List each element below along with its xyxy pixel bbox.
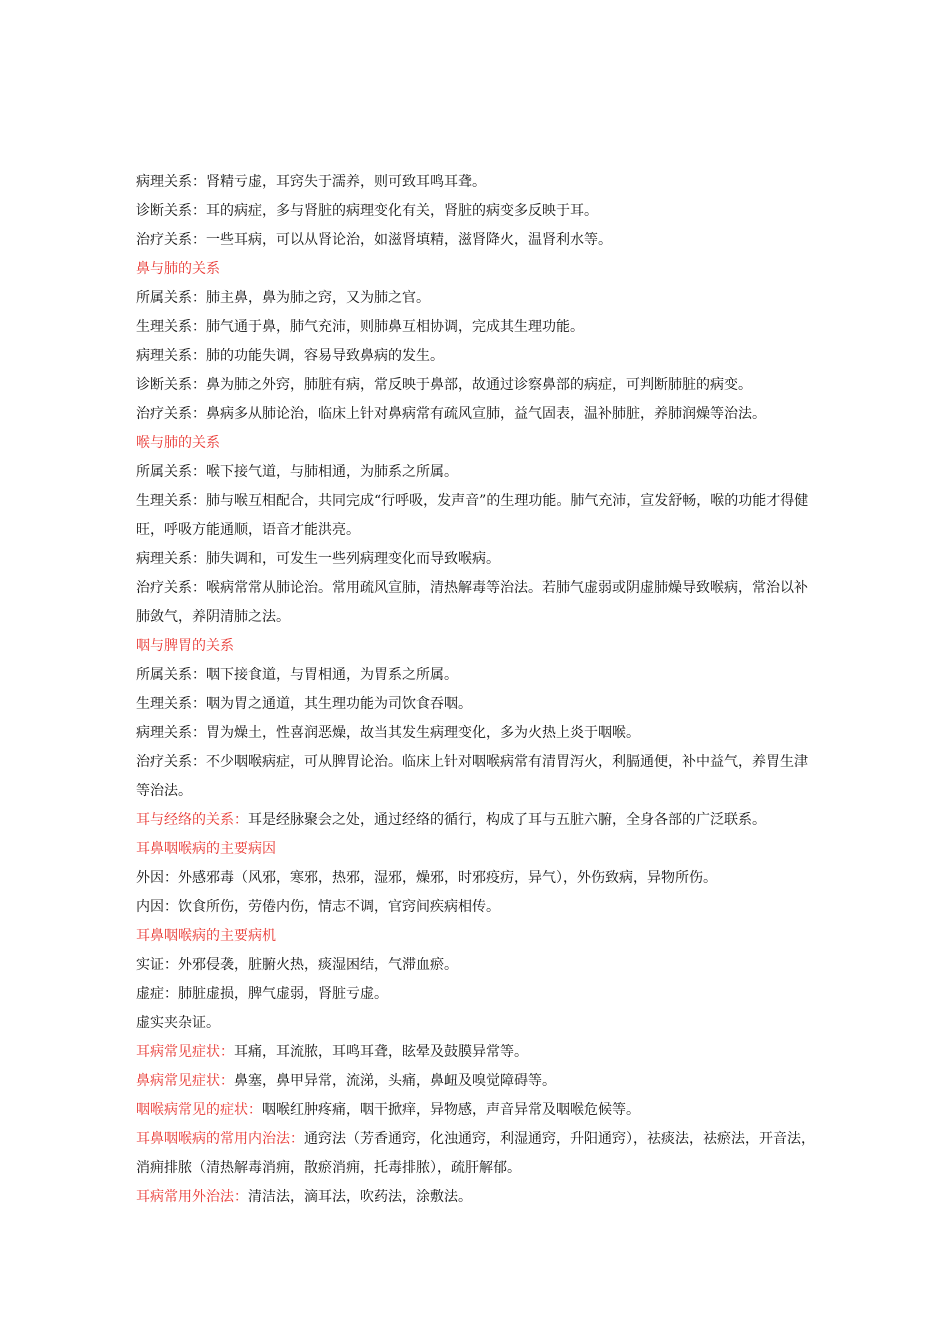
text-line: 病理关系：肾精亏虚，耳窍失于濡养，则可致耳鸣耳聋。 [136,174,486,190]
inline-text: 鼻塞，鼻甲异常，流涕，头痛，鼻衄及嗅觉障碍等。 [234,1073,556,1089]
labeled-line [136,1067,818,1096]
labeled-line [136,1096,818,1125]
text-line: 病理关系：肺失调和，可发生一些列病理变化而导致喉病。 [136,551,500,567]
text-paragraph: 生理关系：肺与喉互相配合，共同完成“行呼吸，发声音”的生理功能。肺气充沛，宣发舒畅，喉的功能才得健旺，呼吸方能通顺，语音才能洪亮。 [136,493,809,538]
section-heading: 喉与肺的关系 [136,435,220,451]
text-line: 虚实夹杂证。 [136,1015,220,1031]
labeled-line [136,1038,818,1067]
text-paragraph: 治疗关系：不少咽喉病症，可从脾胃论治。临床上针对咽喉病常有清胃泻火，利膈通便，补中益气，养胃生津等治法。 [136,754,808,799]
text-line: 治疗关系：一些耳病，可以从肾论治，如滋肾填精，滋肾降火，温肾利水等。 [136,232,612,248]
inline-label: 耳病常见症状： [136,1044,234,1060]
section-heading: 耳鼻咽喉病的主要病机 [136,928,276,944]
labeled-line [136,806,818,835]
inline-label: 耳鼻咽喉病的常用内治法： [136,1131,304,1147]
inline-text: 咽喉红肿疼痛，咽干掀痒，异物感，声音异常及咽喉危候等。 [262,1102,640,1118]
section-heading: 耳鼻咽喉病的主要病因 [136,841,276,857]
inline-text: 耳是经脉聚会之处，通过经络的循行，构成了耳与五脏六腑，全身各部的广泛联系。 [248,812,766,828]
text-line: 实证：外邪侵袭，脏腑火热，痰湿困结，气滞血瘀。 [136,957,458,973]
text-line: 诊断关系：耳的病症，多与肾脏的病理变化有关，肾脏的病变多反映于耳。 [136,203,598,219]
inline-label: 鼻病常见症状： [136,1073,234,1089]
labeled-line [136,1183,818,1212]
text-line: 病理关系：肺的功能失调，容易导致鼻病的发生。 [136,348,444,364]
inline-label: 耳病常用外治法： [136,1189,248,1205]
section-heading: 咽与脾胃的关系 [136,638,234,654]
inline-text: 清洁法，滴耳法，吹药法，涂敷法。 [248,1189,472,1205]
text-line: 外因：外感邪毒（风邪，寒邪，热邪，湿邪，燥邪，时邪疫疠，异气），外伤致病，异物所伤。 [136,870,717,886]
document-page [136,168,818,1212]
text-line: 生理关系：咽为胃之通道，其生理功能为司饮食吞咽。 [136,696,472,712]
text-line: 虚症：肺脏虚损，脾气虚弱，肾脏亏虚。 [136,986,388,1002]
inline-label: 耳与经络的关系： [136,812,248,828]
inline-text: 通窍法（芳香通窍，化浊通窍，利湿通窍，升阳通窍），祛痰法，祛瘀法，开音法，消痈排脓（清热解毒消痈，散瘀消痈，托毒排脓），疏肝解郁。 [136,1131,815,1176]
text-line: 治疗关系：鼻病多从肺论治，临床上针对鼻病常有疏风宣肺，益气固表，温补肺脏，养肺润燥等治法。 [136,406,766,422]
text-paragraph: 治疗关系：喉病常常从肺论治。常用疏风宣肺，清热解毒等治法。若肺气虚弱或阴虚肺燥导致喉病，常治以补肺敛气，养阴清肺之法。 [136,580,808,625]
text-line: 所属关系：咽下接食道，与胃相通，为胃系之所属。 [136,667,458,683]
text-line: 所属关系：肺主鼻，鼻为肺之窍，又为肺之官。 [136,290,430,306]
inline-text: 耳痛，耳流脓，耳鸣耳聋，眩晕及鼓膜异常等。 [234,1044,528,1060]
labeled-paragraph [136,1125,818,1183]
text-line: 生理关系：肺气通于鼻，肺气充沛，则肺鼻互相协调，完成其生理功能。 [136,319,584,335]
inline-label: 咽喉病常见的症状： [136,1102,262,1118]
text-line: 内因：饮食所伤，劳倦内伤，情志不调，官窍间疾病相传。 [136,899,500,915]
text-line: 病理关系：胃为燥土，性喜润恶燥，故当其发生病理变化，多为火热上炎于咽喉。 [136,725,640,741]
section-heading: 鼻与肺的关系 [136,261,220,277]
text-line: 诊断关系：鼻为肺之外窍，肺脏有病，常反映于鼻部，故通过诊察鼻部的病症，可判断肺脏的病变。 [136,377,752,393]
text-line: 所属关系：喉下接气道，与肺相通，为肺系之所属。 [136,464,458,480]
